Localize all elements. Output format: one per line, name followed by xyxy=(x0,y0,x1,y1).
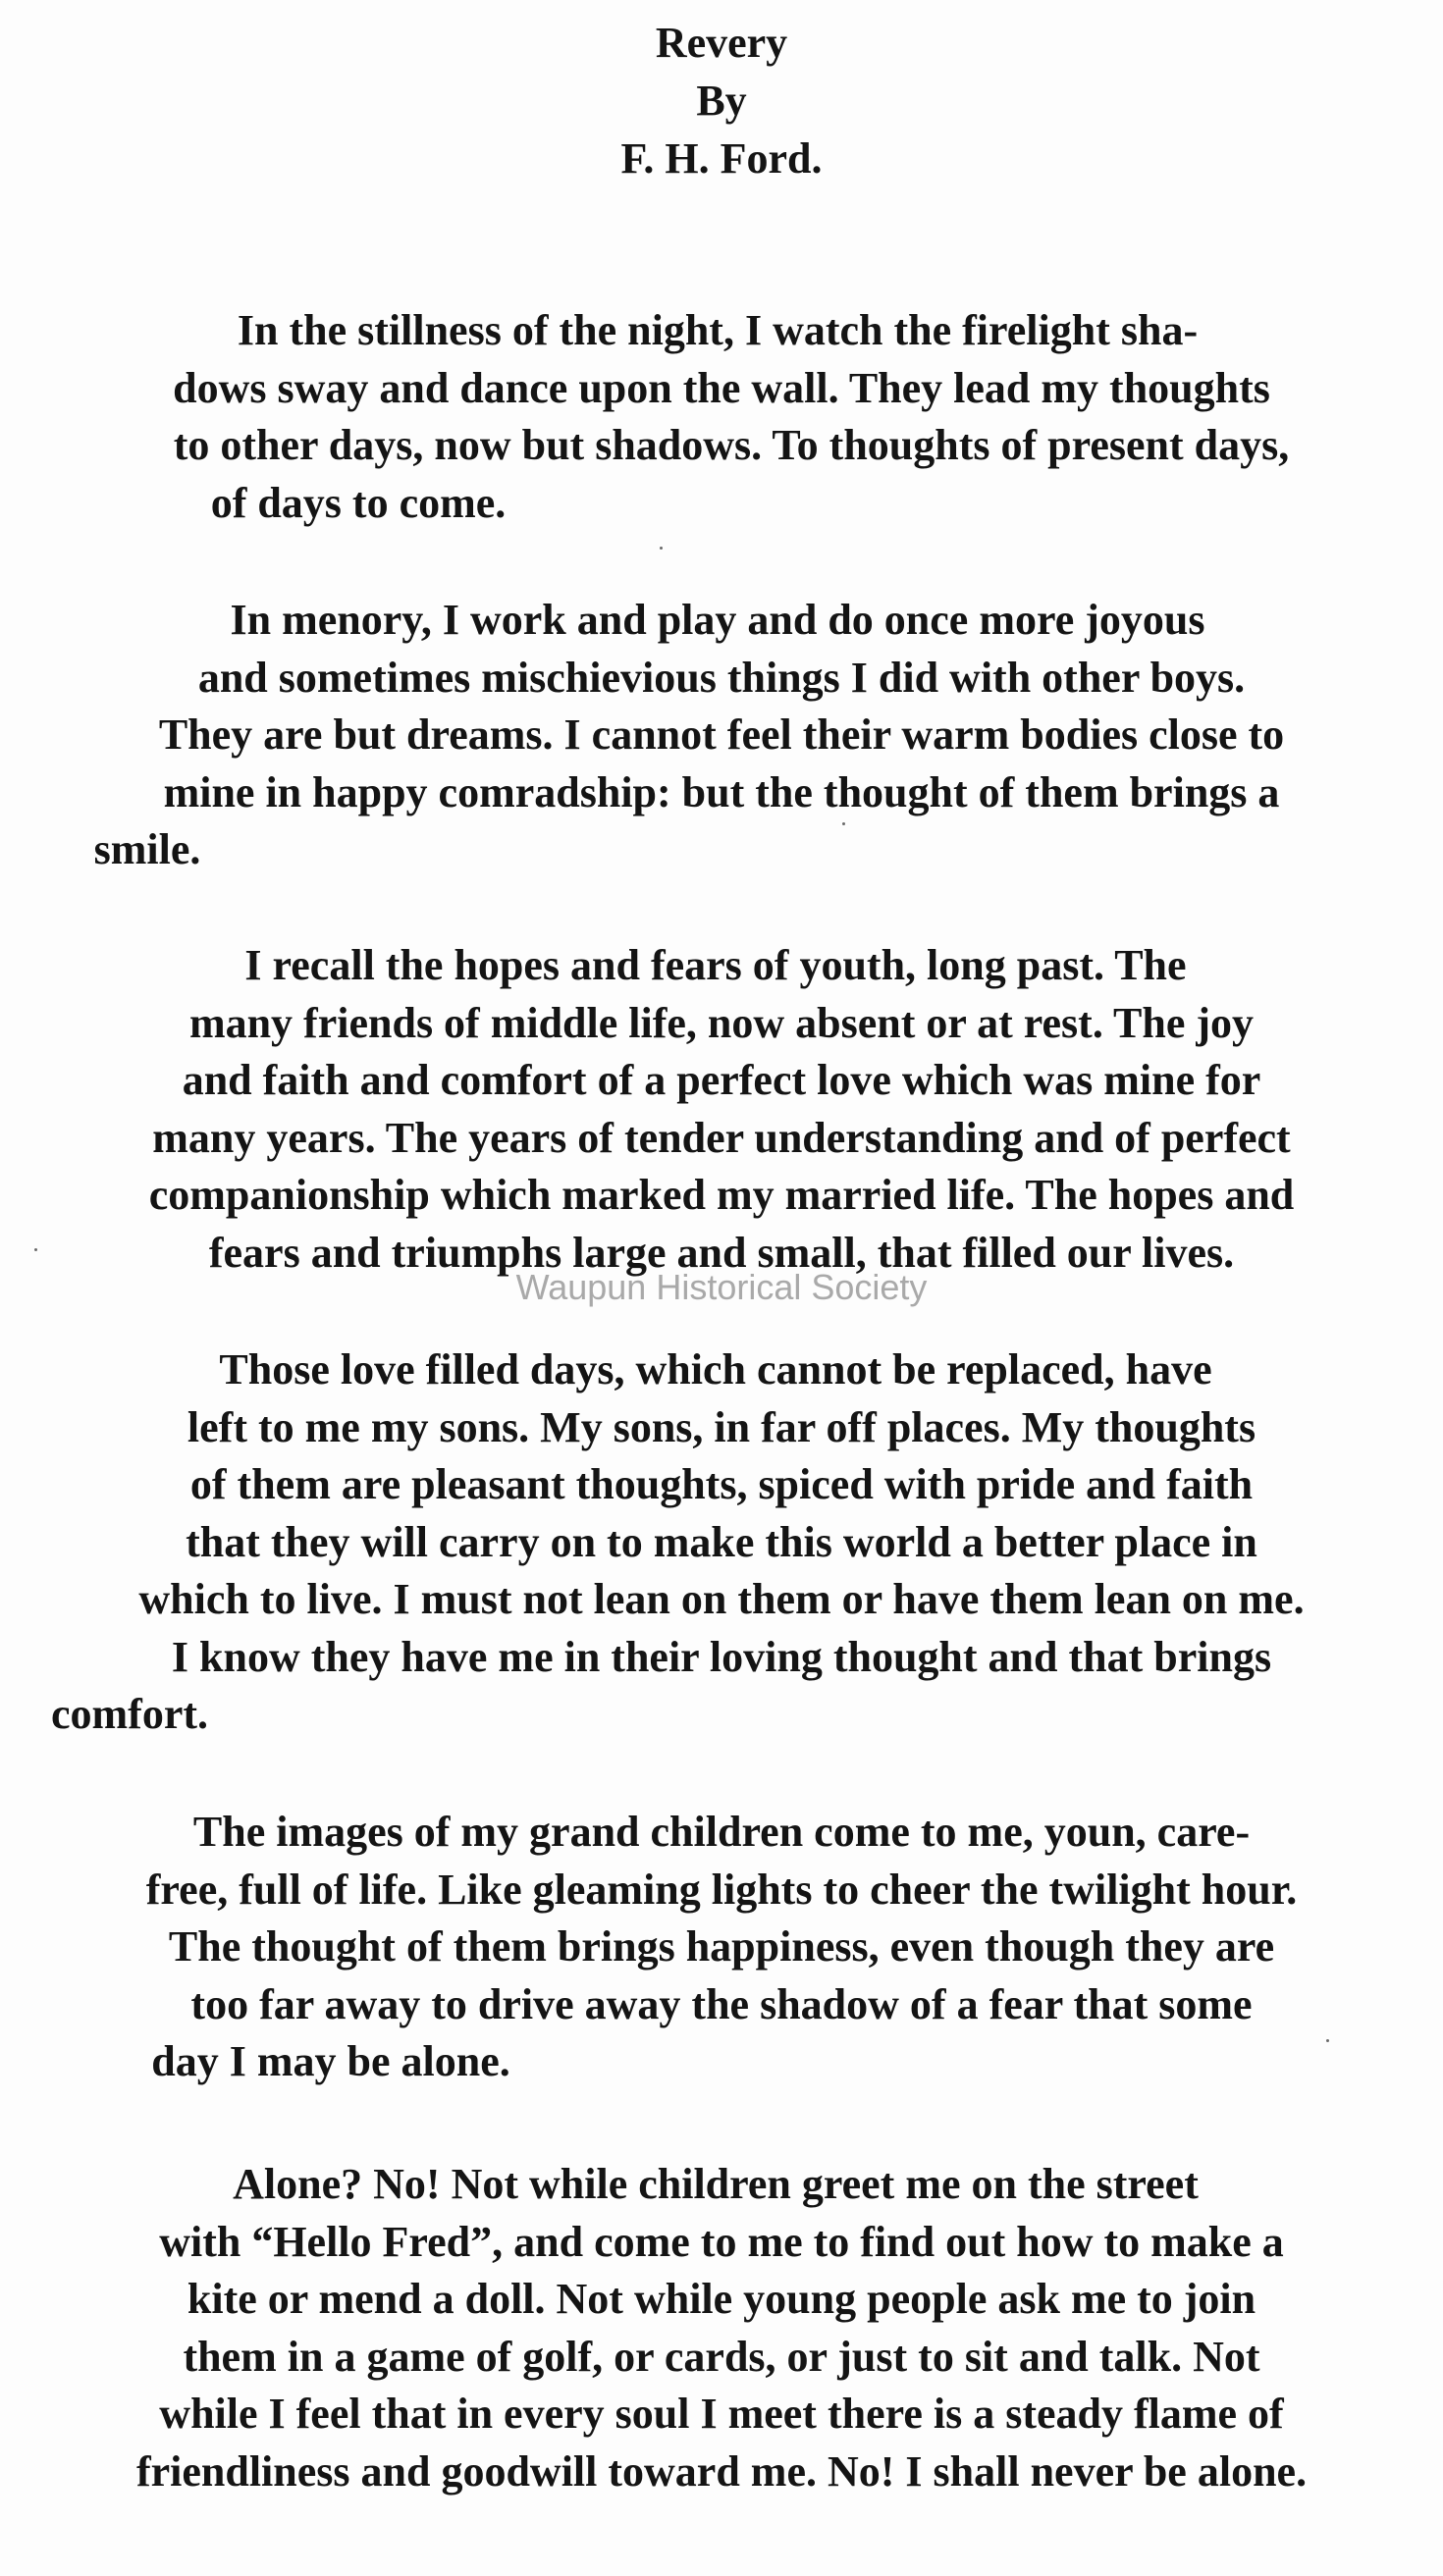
paragraph-line: and sometimes mischievious things I did with other boys. xyxy=(197,653,1246,702)
paragraph-line: many years. The years of tender understanding and of perfect xyxy=(152,1113,1291,1162)
paragraph-line: left to me my sons. My sons, in far off places. My thoughts xyxy=(187,1402,1256,1451)
paragraph-line: The thought of them brings happiness, even though they are xyxy=(168,1922,1275,1971)
paragraph-line: of days to come. xyxy=(210,478,507,527)
paragraph-line: I know they have me in their loving thought and that brings xyxy=(171,1632,1272,1681)
scan-speck xyxy=(34,1248,37,1251)
paragraph-line: many friends of middle life, now absent or at rest. The joy xyxy=(188,998,1255,1047)
paragraph-line: kite or mend a doll. Not while young people ask me to join xyxy=(187,2275,1256,2323)
paragraph-line: Alone? No! Not while children greet me on the street xyxy=(233,2160,1199,2208)
paragraph-line: that they will carry on to make this world a better place in xyxy=(186,1517,1257,1566)
paragraph-line: companionship which marked my married life. The hopes and xyxy=(148,1171,1295,1219)
byline: By xyxy=(696,77,747,125)
paragraph-line: free, full of life. Like gleaming lights to cheer the twilight hour. xyxy=(145,1865,1298,1914)
paragraph-line: The images of my grand children come to me, youn, care- xyxy=(192,1808,1251,1856)
paragraph-3 xyxy=(0,937,1443,1282)
paragraph-line: friendliness and goodwill toward me. No! I shall never be alone. xyxy=(135,2446,1308,2496)
paragraph-line: fears and triumphs large and small, that filled our lives. xyxy=(208,1228,1235,1277)
paragraph-line: and faith and comfort of a perfect love which was mine for xyxy=(182,1056,1261,1104)
paragraph-line: which to live. I must not lean on them or have them lean on me. xyxy=(138,1575,1305,1623)
paragraph-6 xyxy=(0,2156,1443,2500)
paragraph-line: to other days, now but shadows. To thoughts of present days, xyxy=(173,421,1290,469)
paragraph-line: comfort. xyxy=(50,1690,208,1738)
paragraph-line: while I feel that in every soul I meet there is a steady flame of xyxy=(159,2390,1284,2438)
paragraph-line: mine in happy comradship: but the thought of them brings a xyxy=(163,767,1280,816)
watermark: Waupun Historical Society xyxy=(515,1267,928,1307)
author-name: F. H. Ford. xyxy=(620,134,823,183)
paragraph-line: of them are pleasant thoughts, spiced with pride and faith xyxy=(189,1460,1254,1508)
paragraph-line: day I may be alone. xyxy=(151,2037,510,2085)
paragraph-line: In the stillness of the night, I watch the firelight sha- xyxy=(237,306,1199,354)
paragraph-5 xyxy=(0,1804,1443,2091)
scan-speck xyxy=(1326,2039,1329,2042)
paragraph-line: them in a game of golf, or cards, or just to sit and talk. Not xyxy=(183,2332,1260,2381)
title-block xyxy=(0,14,1443,187)
paragraph-line: I recall the hopes and fears of youth, long past. The xyxy=(244,941,1187,989)
paragraph-line: In menory, I work and play and do once more joyous xyxy=(230,596,1205,644)
scan-speck xyxy=(660,547,663,550)
paragraph-line: They are but dreams. I cannot feel their warm bodies close to xyxy=(158,710,1285,759)
paragraph-2 xyxy=(0,592,1443,879)
paragraph-line: Those love filled days, which cannot be replaced, have xyxy=(219,1345,1212,1393)
paragraph-line: with “Hello Fred”, and come to me to find out how to make a xyxy=(159,2217,1284,2266)
paragraph-line: too far away to drive away the shadow of a fear that some xyxy=(190,1979,1253,2028)
poem-title: Revery xyxy=(655,19,788,67)
paragraph-4 xyxy=(0,1341,1443,1744)
paragraph-1 xyxy=(0,302,1443,532)
paragraph-line: dows sway and dance upon the wall. They lead my thoughts xyxy=(173,363,1270,412)
paragraph-line: smile. xyxy=(93,825,201,873)
scan-speck xyxy=(842,822,845,825)
